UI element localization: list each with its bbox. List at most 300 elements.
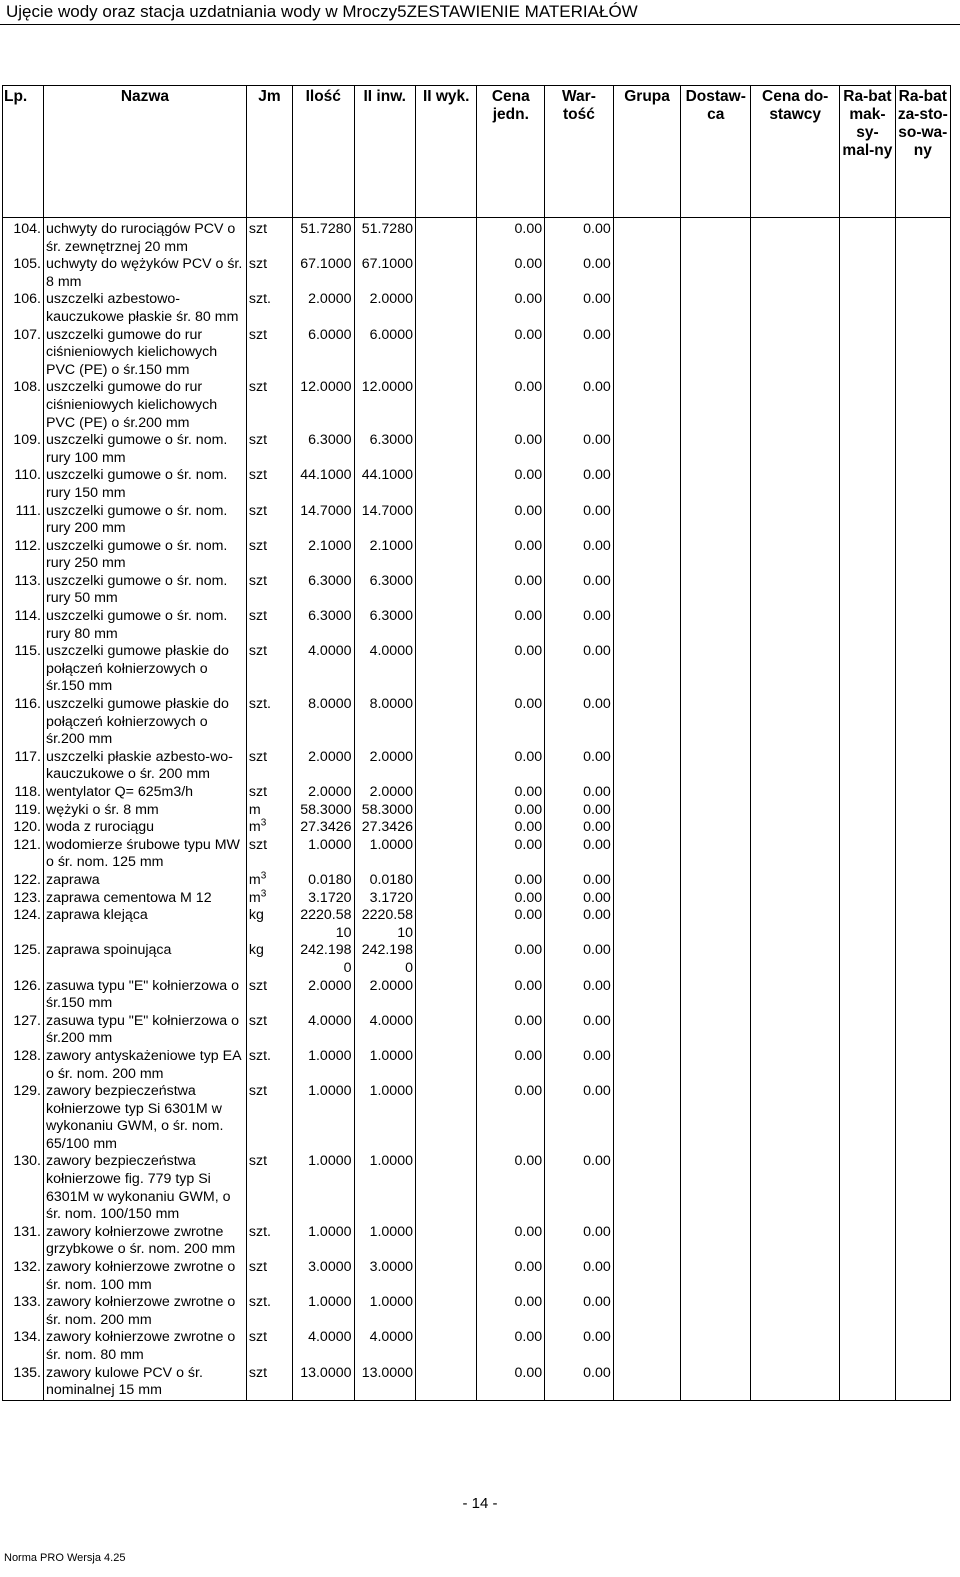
cell-quantity: 1.0000	[293, 1294, 354, 1329]
cell-group	[613, 1083, 681, 1153]
cell-quantity: 2.0000	[293, 291, 354, 326]
cell-supplier	[681, 1153, 751, 1223]
cell-quantity-ii-inw: 12.0000	[354, 379, 415, 432]
cell-applied-discount	[895, 942, 950, 977]
cell-max-discount	[840, 802, 895, 820]
cell-supplier-price	[751, 942, 840, 977]
cell-quantity-ii-inw: 1.0000	[354, 1083, 415, 1153]
footer-software-version: Norma PRO Wersja 4.25	[4, 1552, 126, 1564]
cell-supplier-price	[751, 1153, 840, 1223]
cell-unit: $m^3$	[246, 890, 292, 908]
cell-quantity-ii-inw: 27.3426	[354, 819, 415, 837]
cell-row-number: 107.	[3, 327, 44, 380]
col-header-ii-wyk: II wyk.	[415, 86, 476, 218]
cell-unit: szt	[246, 608, 292, 643]
cell-value: 0.00	[545, 890, 614, 908]
cell-unit-price: 0.00	[477, 1294, 545, 1329]
cell-value: 0.00	[545, 467, 614, 502]
cell-unit: szt	[246, 1259, 292, 1294]
table-row	[3, 1329, 951, 1364]
cell-quantity-ii-wyk	[415, 696, 476, 749]
cell-group	[613, 1294, 681, 1329]
cell-supplier-price	[751, 837, 840, 872]
cell-applied-discount	[895, 467, 950, 502]
cell-unit: szt	[246, 256, 292, 291]
cell-supplier-price	[751, 1224, 840, 1259]
cell-value: 0.00	[545, 819, 614, 837]
cell-item-name: uszczelki gumowe o śr. nom. rury 80 mm	[43, 608, 246, 643]
cell-supplier	[681, 608, 751, 643]
cell-unit-price: 0.00	[477, 1153, 545, 1223]
cell-unit-price: 0.00	[477, 1365, 545, 1401]
cell-quantity: 6.3000	[293, 432, 354, 467]
cell-applied-discount	[895, 907, 950, 942]
cell-quantity-ii-wyk	[415, 379, 476, 432]
cell-quantity-ii-wyk	[415, 432, 476, 467]
cell-group	[613, 467, 681, 502]
cell-max-discount	[840, 1365, 895, 1401]
cell-supplier-price	[751, 1365, 840, 1401]
cell-quantity: 3.1720	[293, 890, 354, 908]
cell-quantity-ii-inw: 6.3000	[354, 432, 415, 467]
cell-unit: szt	[246, 327, 292, 380]
cell-unit-price: 0.00	[477, 1224, 545, 1259]
cell-supplier	[681, 1048, 751, 1083]
cell-group	[613, 1329, 681, 1364]
cell-unit: szt	[246, 432, 292, 467]
cell-value: 0.00	[545, 503, 614, 538]
cell-quantity-ii-inw: 1.0000	[354, 1048, 415, 1083]
cell-supplier	[681, 1259, 751, 1294]
cell-unit: szt.	[246, 1224, 292, 1259]
table-row	[3, 608, 951, 643]
cell-applied-discount	[895, 503, 950, 538]
cell-quantity-ii-inw: 3.1720	[354, 890, 415, 908]
cell-supplier-price	[751, 978, 840, 1013]
cell-supplier-price	[751, 327, 840, 380]
cell-group	[613, 696, 681, 749]
cell-quantity: 6.3000	[293, 573, 354, 608]
cell-max-discount	[840, 784, 895, 802]
cell-max-discount	[840, 573, 895, 608]
cell-group	[613, 907, 681, 942]
cell-supplier	[681, 837, 751, 872]
cell-unit: szt	[246, 1083, 292, 1153]
cell-max-discount	[840, 503, 895, 538]
cell-supplier-price	[751, 1294, 840, 1329]
cell-unit: szt	[246, 1013, 292, 1048]
cell-quantity-ii-wyk	[415, 538, 476, 573]
cell-applied-discount	[895, 890, 950, 908]
cell-unit: szt	[246, 538, 292, 573]
table-row	[3, 1224, 951, 1259]
table-row	[3, 1048, 951, 1083]
cell-max-discount	[840, 1294, 895, 1329]
cell-item-name: wentylator Q= 625m3/h	[43, 784, 246, 802]
cell-value: 0.00	[545, 1329, 614, 1364]
cell-row-number: 125.	[3, 942, 44, 977]
cell-item-name: zasuwa typu "E" kołnierzowa o śr.150 mm	[43, 978, 246, 1013]
cell-item-name: uszczelki gumowe o śr. nom. rury 200 mm	[43, 503, 246, 538]
cell-quantity-ii-wyk	[415, 872, 476, 890]
cell-value: 0.00	[545, 1294, 614, 1329]
cell-group	[613, 819, 681, 837]
cell-max-discount	[840, 942, 895, 977]
cell-row-number: 111.	[3, 503, 44, 538]
cell-group	[613, 538, 681, 573]
cell-value: 0.00	[545, 1013, 614, 1048]
cell-max-discount	[840, 643, 895, 696]
table-row	[3, 467, 951, 502]
cell-applied-discount	[895, 819, 950, 837]
cell-unit-price: 0.00	[477, 890, 545, 908]
cell-quantity-ii-inw: 6.3000	[354, 608, 415, 643]
cell-row-number: 124.	[3, 907, 44, 942]
cell-quantity-ii-wyk	[415, 1259, 476, 1294]
cell-item-name: zaprawa cementowa M 12	[43, 890, 246, 908]
cell-quantity-ii-wyk	[415, 1329, 476, 1364]
cell-quantity-ii-wyk	[415, 608, 476, 643]
header-divider	[0, 24, 960, 25]
cell-row-number: 132.	[3, 1259, 44, 1294]
cell-quantity-ii-wyk	[415, 218, 476, 257]
cell-unit: szt	[246, 978, 292, 1013]
cell-group	[613, 802, 681, 820]
cell-max-discount	[840, 1048, 895, 1083]
cell-applied-discount	[895, 643, 950, 696]
cell-applied-discount	[895, 1259, 950, 1294]
document-header-title: Ujęcie wody oraz stacja uzdatniania wody w Mroczy5ZESTAWIENIE MATERIAŁÓW	[6, 2, 638, 21]
cell-group	[613, 1365, 681, 1401]
cell-applied-discount	[895, 1294, 950, 1329]
cell-quantity-ii-wyk	[415, 784, 476, 802]
cell-value: 0.00	[545, 291, 614, 326]
cell-applied-discount	[895, 978, 950, 1013]
cell-supplier	[681, 503, 751, 538]
cell-applied-discount	[895, 573, 950, 608]
cell-value: 0.00	[545, 1224, 614, 1259]
cell-row-number: 130.	[3, 1153, 44, 1223]
table-row	[3, 327, 951, 380]
cell-row-number: 118.	[3, 784, 44, 802]
cell-quantity: 12.0000	[293, 379, 354, 432]
cell-applied-discount	[895, 1224, 950, 1259]
cell-item-name: uszczelki azbestowo-kauczukowe płaskie śr. 80 mm	[43, 291, 246, 326]
cell-supplier-price	[751, 784, 840, 802]
cell-applied-discount	[895, 1048, 950, 1083]
cell-supplier	[681, 784, 751, 802]
page-number: - 14 -	[462, 1495, 498, 1512]
cell-item-name: zaprawa spoinująca	[43, 942, 246, 977]
cell-quantity: 6.3000	[293, 608, 354, 643]
cell-supplier	[681, 1329, 751, 1364]
cell-unit-price: 0.00	[477, 608, 545, 643]
cell-quantity: 2.0000	[293, 978, 354, 1013]
cell-supplier	[681, 467, 751, 502]
cell-max-discount	[840, 1083, 895, 1153]
cell-row-number: 129.	[3, 1083, 44, 1153]
cell-item-name: uszczelki gumowe o śr. nom. rury 100 mm	[43, 432, 246, 467]
cell-quantity-ii-wyk	[415, 643, 476, 696]
cell-value: 0.00	[545, 837, 614, 872]
table-row	[3, 784, 951, 802]
cell-applied-discount	[895, 749, 950, 784]
cell-supplier-price	[751, 256, 840, 291]
cell-max-discount	[840, 467, 895, 502]
cell-supplier-price	[751, 291, 840, 326]
cell-quantity-ii-inw: 13.0000	[354, 1365, 415, 1401]
cell-unit: szt	[246, 573, 292, 608]
cell-supplier-price	[751, 503, 840, 538]
table-row	[3, 872, 951, 890]
cell-quantity-ii-inw: 2220.58 10	[354, 907, 415, 942]
table-row	[3, 942, 951, 977]
cell-unit-price: 0.00	[477, 784, 545, 802]
table-row	[3, 749, 951, 784]
cell-quantity-ii-wyk	[415, 749, 476, 784]
cell-unit: szt	[246, 218, 292, 257]
cell-unit: m	[246, 802, 292, 820]
cell-item-name: uchwyty do wężyków PCV o śr. 8 mm	[43, 256, 246, 291]
cell-max-discount	[840, 218, 895, 257]
cell-unit-price: 0.00	[477, 291, 545, 326]
cell-max-discount	[840, 291, 895, 326]
cell-supplier	[681, 978, 751, 1013]
table-row	[3, 696, 951, 749]
cell-supplier	[681, 1013, 751, 1048]
cell-quantity: 1.0000	[293, 1153, 354, 1223]
cell-item-name: uchwyty do rurociągów PCV o śr. zewnętrznej 20 mm	[43, 218, 246, 257]
cell-quantity-ii-wyk	[415, 837, 476, 872]
cell-unit: szt	[246, 1365, 292, 1401]
cell-row-number: 131.	[3, 1224, 44, 1259]
cell-row-number: 104.	[3, 218, 44, 257]
table-header-row	[3, 86, 951, 218]
cell-item-name: uszczelki gumowe płaskie do połączeń kołnierzowych o śr.200 mm	[43, 696, 246, 749]
cell-supplier	[681, 432, 751, 467]
table-row	[3, 890, 951, 908]
cell-supplier-price	[751, 538, 840, 573]
cell-quantity-ii-wyk	[415, 1153, 476, 1223]
cell-quantity-ii-inw: 1.0000	[354, 1224, 415, 1259]
table-row	[3, 1294, 951, 1329]
cell-supplier-price	[751, 1259, 840, 1294]
cell-supplier-price	[751, 643, 840, 696]
cell-unit-price: 0.00	[477, 749, 545, 784]
cell-supplier	[681, 1365, 751, 1401]
cell-unit: szt	[246, 643, 292, 696]
cell-unit-price: 0.00	[477, 503, 545, 538]
cell-row-number: 105.	[3, 256, 44, 291]
cell-applied-discount	[895, 1329, 950, 1364]
cell-supplier	[681, 1224, 751, 1259]
cell-item-name: uszczelki gumowe o śr. nom. rury 250 mm	[43, 538, 246, 573]
cell-value: 0.00	[545, 784, 614, 802]
cell-supplier	[681, 643, 751, 696]
table-row	[3, 432, 951, 467]
cell-supplier-price	[751, 802, 840, 820]
col-header-cena-jedn: Cena jedn.	[477, 86, 545, 218]
cell-group	[613, 942, 681, 977]
cell-quantity-ii-inw: 14.7000	[354, 503, 415, 538]
cell-row-number: 123.	[3, 890, 44, 908]
cell-value: 0.00	[545, 696, 614, 749]
cell-quantity-ii-inw: 4.0000	[354, 1329, 415, 1364]
cell-supplier-price	[751, 573, 840, 608]
col-header-wartosc: War-tość	[545, 86, 614, 218]
cell-applied-discount	[895, 608, 950, 643]
cell-group	[613, 432, 681, 467]
table-row	[3, 907, 951, 942]
cell-applied-discount	[895, 837, 950, 872]
cell-unit: szt	[246, 784, 292, 802]
cell-applied-discount	[895, 872, 950, 890]
cell-supplier	[681, 379, 751, 432]
cell-quantity-ii-inw: 1.0000	[354, 1153, 415, 1223]
cell-quantity-ii-inw: 2.0000	[354, 784, 415, 802]
table-row	[3, 837, 951, 872]
table-row	[3, 573, 951, 608]
cell-max-discount	[840, 327, 895, 380]
cell-max-discount	[840, 1259, 895, 1294]
cell-applied-discount	[895, 1013, 950, 1048]
cell-value: 0.00	[545, 643, 614, 696]
cell-supplier	[681, 1294, 751, 1329]
cell-supplier	[681, 573, 751, 608]
cell-unit-price: 0.00	[477, 538, 545, 573]
cell-item-name: zawory bezpieczeństwa kołnierzowe typ Si 6301M w wykonaniu GWM, o śr. nom. 65/100 mm	[43, 1083, 246, 1153]
cell-value: 0.00	[545, 432, 614, 467]
cell-supplier	[681, 802, 751, 820]
cell-quantity-ii-wyk	[415, 942, 476, 977]
cell-group	[613, 1259, 681, 1294]
cell-row-number: 134.	[3, 1329, 44, 1364]
cell-quantity: 2220.58 10	[293, 907, 354, 942]
cell-quantity: 242.198 0	[293, 942, 354, 977]
cell-supplier-price	[751, 819, 840, 837]
cell-group	[613, 218, 681, 257]
table-row	[3, 379, 951, 432]
cell-unit: szt	[246, 467, 292, 502]
cell-max-discount	[840, 749, 895, 784]
table-row	[3, 819, 951, 837]
cell-quantity-ii-inw: 6.0000	[354, 327, 415, 380]
cell-row-number: 133.	[3, 1294, 44, 1329]
cell-unit-price: 0.00	[477, 978, 545, 1013]
col-header-jm: Jm	[246, 86, 292, 218]
cell-quantity: 4.0000	[293, 1329, 354, 1364]
cell-max-discount	[840, 432, 895, 467]
cell-unit-price: 0.00	[477, 327, 545, 380]
cell-unit-price: 0.00	[477, 907, 545, 942]
cell-row-number: 120.	[3, 819, 44, 837]
cell-quantity-ii-inw: 44.1000	[354, 467, 415, 502]
col-header-dostawca: Dostaw-ca	[681, 86, 751, 218]
cell-group	[613, 379, 681, 432]
cell-supplier	[681, 749, 751, 784]
cell-group	[613, 1224, 681, 1259]
cell-unit: kg	[246, 907, 292, 942]
cell-quantity-ii-inw: 2.0000	[354, 749, 415, 784]
cell-applied-discount	[895, 802, 950, 820]
cell-group	[613, 643, 681, 696]
col-header-rabat-zastosowany: Ra-bat za-sto-so-wa-ny	[895, 86, 950, 218]
cell-item-name: zawory bezpieczeństwa kołnierzowe fig. 779 typ Si 6301M w wykonaniu GWM, o śr. nom. 100/150 mm	[43, 1153, 246, 1223]
cell-supplier	[681, 538, 751, 573]
cell-row-number: 117.	[3, 749, 44, 784]
cell-max-discount	[840, 978, 895, 1013]
cell-value: 0.00	[545, 749, 614, 784]
cell-row-number: 128.	[3, 1048, 44, 1083]
cell-quantity-ii-inw: 67.1000	[354, 256, 415, 291]
cell-quantity-ii-wyk	[415, 503, 476, 538]
cell-supplier	[681, 1083, 751, 1153]
cell-quantity-ii-wyk	[415, 256, 476, 291]
cell-group	[613, 327, 681, 380]
cell-quantity-ii-wyk	[415, 1365, 476, 1401]
cell-unit-price: 0.00	[477, 256, 545, 291]
cell-row-number: 109.	[3, 432, 44, 467]
cell-item-name: wodomierze śrubowe typu MW o śr. nom. 125 mm	[43, 837, 246, 872]
cell-max-discount	[840, 907, 895, 942]
cell-applied-discount	[895, 256, 950, 291]
cell-supplier	[681, 256, 751, 291]
cell-group	[613, 1013, 681, 1048]
cell-supplier-price	[751, 379, 840, 432]
col-header-lp: Lp.	[3, 86, 44, 218]
cell-unit-price: 0.00	[477, 872, 545, 890]
cell-applied-discount	[895, 784, 950, 802]
cell-item-name: uszczelki gumowe płaskie do połączeń kołnierzowych o śr.150 mm	[43, 643, 246, 696]
cell-supplier-price	[751, 696, 840, 749]
table-row	[3, 503, 951, 538]
cell-quantity-ii-inw: 242.198 0	[354, 942, 415, 977]
cell-row-number: 135.	[3, 1365, 44, 1401]
cell-item-name: woda z rurociągu	[43, 819, 246, 837]
cell-quantity-ii-wyk	[415, 819, 476, 837]
cell-unit-price: 0.00	[477, 837, 545, 872]
cell-row-number: 122.	[3, 872, 44, 890]
cell-value: 0.00	[545, 608, 614, 643]
table-row	[3, 1259, 951, 1294]
cell-unit-price: 0.00	[477, 802, 545, 820]
cell-unit: szt	[246, 1329, 292, 1364]
cell-unit: szt	[246, 749, 292, 784]
cell-quantity: 1.0000	[293, 1083, 354, 1153]
cell-item-name: zasuwa typu "E" kołnierzowa o śr.200 mm	[43, 1013, 246, 1048]
cell-value: 0.00	[545, 379, 614, 432]
cell-unit: szt	[246, 503, 292, 538]
cell-row-number: 112.	[3, 538, 44, 573]
cell-quantity: 4.0000	[293, 643, 354, 696]
cell-row-number: 121.	[3, 837, 44, 872]
cell-item-name: uszczelki gumowe do rur ciśnieniowych kielichowych PVC (PE) o śr.200 mm	[43, 379, 246, 432]
cell-item-name: wężyki o śr. 8 mm	[43, 802, 246, 820]
cell-quantity-ii-wyk	[415, 1048, 476, 1083]
cell-group	[613, 1153, 681, 1223]
cell-quantity: 2.0000	[293, 749, 354, 784]
cell-supplier-price	[751, 1083, 840, 1153]
cell-quantity: 0.0180	[293, 872, 354, 890]
table-row	[3, 218, 951, 257]
cell-quantity-ii-inw: 2.1000	[354, 538, 415, 573]
cell-unit-price: 0.00	[477, 573, 545, 608]
cell-quantity-ii-inw: 4.0000	[354, 1013, 415, 1048]
cell-quantity: 6.0000	[293, 327, 354, 380]
cell-value: 0.00	[545, 538, 614, 573]
cell-row-number: 113.	[3, 573, 44, 608]
cell-quantity: 3.0000	[293, 1259, 354, 1294]
